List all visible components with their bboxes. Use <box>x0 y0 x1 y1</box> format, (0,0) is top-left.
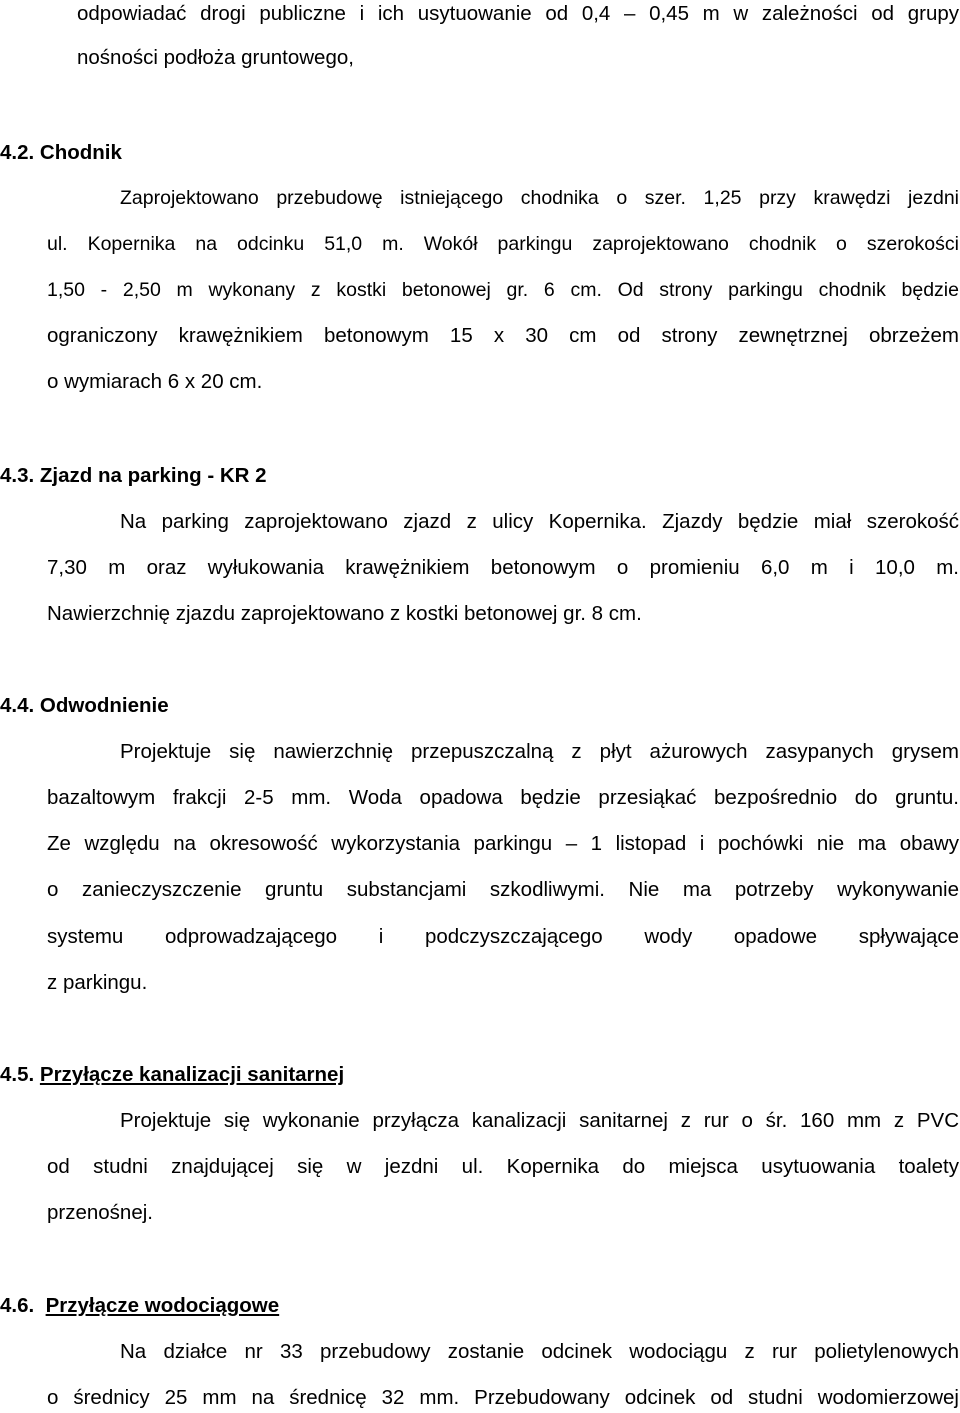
paragraph-line: przenośnej. <box>47 1201 153 1224</box>
paragraph-line: odpowiadać drogi publiczne i ich usytuowanie od 0,4 – 0,45 m w zależności od grupy <box>77 2 959 25</box>
section-title: Zjazd na parking - KR 2 <box>39 464 267 487</box>
paragraph-line: Zaprojektowano przebudowę istniejącego chodnika o szer. 1,25 przy krawędzi jezdni <box>120 187 959 209</box>
paragraph-line: Projektuje się nawierzchnię przepuszczalną z płyt ażurowych zasypanych grysem <box>120 740 959 763</box>
paragraph-line: bazaltowym frakcji 2-5 mm. Woda opadowa będzie przesiąkać bezpośrednio do gruntu. <box>47 786 959 809</box>
paragraph-line: Na parking zaprojektowano zjazd z ulicy Kopernika. Zjazdy będzie miał szerokość <box>120 510 959 533</box>
section-title: Przyłącze wodociągowe <box>45 1294 280 1317</box>
paragraph-line: Nawierzchnię zjazdu zaprojektowano z kostki betonowej gr. 8 cm. <box>47 602 642 625</box>
paragraph-line: o średnicy 25 mm na średnicę 32 mm. Przebudowany odcinek od studni wodomierzowej <box>47 1386 959 1409</box>
section-number: 4.6. <box>0 1294 35 1317</box>
paragraph-line: od studni znajdującej się w jezdni ul. Kopernika do miejsca usytuowania toalety <box>47 1155 959 1178</box>
section-heading <box>0 464 940 488</box>
paragraph-line: o zanieczyszczenie gruntu substancjami szkodliwymi. Nie ma potrzeby wykonywanie <box>47 878 959 901</box>
paragraph-line: Na działce nr 33 przebudowy zostanie odcinek wodociągu z rur polietylenowych <box>120 1340 959 1363</box>
paragraph-line: Ze względu na okresowość wykorzystania parkingu – 1 listopad i pochówki nie ma obawy <box>47 832 959 855</box>
paragraph-line: ograniczony krawężnikiem betonowym 15 x 30 cm od strony zewnętrznej obrzeżem <box>47 324 959 347</box>
section-number: 4.3. <box>0 464 35 487</box>
section-number: 4.4. <box>0 694 35 717</box>
paragraph-line: systemu odprowadzającego i podczyszczającego wody opadowe spływające <box>47 925 959 948</box>
paragraph-line: Projektuje się wykonanie przyłącza kanalizacji sanitarnej z rur o śr. 160 mm z PVC <box>120 1109 959 1132</box>
section-heading <box>0 141 940 165</box>
section-heading <box>0 694 940 718</box>
paragraph-line: 1,50 - 2,50 m wykonany z kostki betonowej gr. 6 cm. Od strony parkingu chodnik będzie <box>47 279 959 301</box>
section-number: 4.2. <box>0 141 35 164</box>
section-title: Odwodnienie <box>39 694 169 717</box>
section-heading <box>0 1294 940 1318</box>
paragraph-line: z parkingu. <box>47 971 148 994</box>
paragraph-line: ul. Kopernika na odcinku 51,0 m. Wokół parkingu zaprojektowano chodnik o szerokości <box>47 233 959 255</box>
section-title: Chodnik <box>39 141 122 164</box>
section-title: Przyłącze kanalizacji sanitarnej <box>39 1063 345 1086</box>
paragraph-line: nośności podłoża gruntowego, <box>77 46 354 69</box>
paragraph-line: o wymiarach 6 x 20 cm. <box>47 370 263 393</box>
section-heading <box>0 1063 940 1087</box>
paragraph-line: 7,30 m oraz wyłukowania krawężnikiem betonowym o promieniu 6,0 m i 10,0 m. <box>47 556 959 579</box>
section-number: 4.5. <box>0 1063 35 1086</box>
